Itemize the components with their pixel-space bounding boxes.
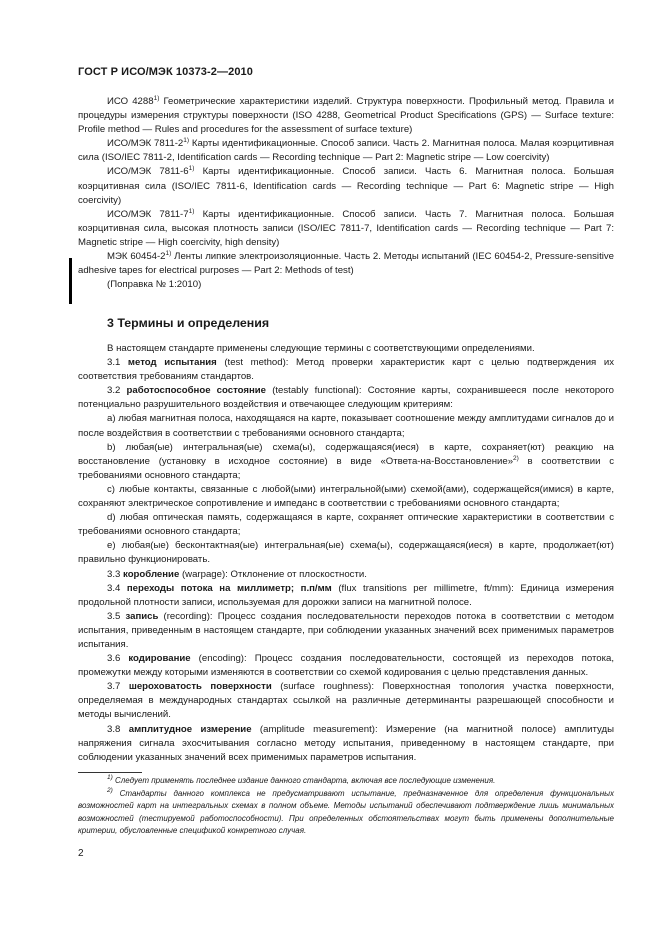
definition-3-4: 3.4 переходы потока на миллиметр; п.п/мм (flux transitions per millimetre, ft/mm): Единица измерения продольной плотности записи, используемая для дорожки записи на магнитной полосе. (78, 582, 614, 608)
definition-3-1: 3.1 метод испытания (test method): Метод проверки характеристик карт с целью подтверждения их соответствия требованиям стандартов. (78, 357, 614, 383)
definition-3-5: 3.5 запись (recording): Процесс создания последовательности переходов потока в соответствии с методом испытания, приведенным в настоящем стандарте, при соблюдении указанных значений всех применимых параметров испытания. (78, 610, 614, 650)
criterion-b: b) любая(ые) интегральная(ые) схема(ы), содержащаяся(иеся) в карте, сохраняет(ют) реакцию на восстановление (установку в исходное состояние) в виде «Ответа-на-Восстановление»$^{2)}$ в соответствии с требованиями основного стандарта; (78, 441, 614, 481)
definition-3-8: 3.8 амплитудное измерение (amplitude measurement): Измерение (на магнитной полосе) амплитуды напряжения сигнала эхосчитывания согласно методу испытания, приведенному в настоящем стандарте, при соблюдении указанных значений всех применимых параметров испытания. (78, 723, 614, 763)
change-margin-bar (69, 258, 72, 304)
page-number: 2 (78, 848, 84, 859)
footnotes (78, 775, 614, 838)
reference-item: МЭК 60454-2$^{1)}$ Ленты липкие электроизоляционные. Часть 2. Методы испытаний (IEC 60454-2, Pressure-sensitive adhesive tapes for electrical purposes — Part 2: Methods of test) (78, 250, 614, 277)
reference-item: ИСО/МЭК 7811-7$^{1)}$ Карты идентификационные. Способ записи. Часть 7. Магнитная полоса. Большая коэрцитивная сила, высокая плотность записи (ISO/IEC 7811-7, Identification cards — Recording technique — Part 7: Magnetic stripe — High coercivity, high density) (78, 207, 615, 248)
normative-references (78, 95, 614, 292)
section-title: 3 Термины и определения (107, 316, 270, 330)
reference-item: ИСО 4288$^{1)}$ Геометрические характеристики изделий. Структура поверхности. Профильный метод. Правила и процедуры измерения структуры поверхности (ISO 4288, Geometrical Product Specifications (GPS) — Surface texture: Profile method — Rules and procedures for the assessment of surface texture) (78, 95, 614, 136)
definition-3-3: 3.3 коробление (warpage): Отклонение от плоскостности. (107, 568, 367, 580)
document-header: ГОСТ Р ИСО/МЭК 10373-2—2010 (78, 66, 253, 78)
definition-3-7: 3.7 шероховатость поверхности (surface roughness): Поверхностная топология участка поверхности, определяемая в международных стандартах ссылкой на различные детерминанты разрешающей способности и методы вычислений. (78, 681, 614, 721)
criterion-a: а) любая магнитная полоса, находящаяся на карте, показывает соотношение между амплитудами сигналов до и после воздействия в соответствии с требованиями основного стандарта; (78, 413, 614, 439)
definitions (78, 342, 614, 765)
amendment-note: (Поправка № 1:2010) (107, 279, 202, 291)
criterion-e: е) любая(ые) бесконтактная(ые) интегральная(ые) схема(ы), содержащаяся(иеся) в карте, продолжает(ют) правильно функционировать. (78, 540, 614, 566)
reference-item: ИСО/МЭК 7811-6$^{1)}$ Карты идентификационные. Способ записи. Часть 6. Магнитная полоса. Большая коэрцитивная сила (ISO/IEC 7811-6, Identification cards — Recording technique — Part 6: Magnetic stripe — High coercivity) (78, 165, 615, 206)
definitions-intro: В настоящем стандарте применены следующие термины с соответствующими определениями. (107, 343, 535, 354)
footnote-divider (78, 772, 142, 773)
reference-item: ИСО/МЭК 7811-2$^{1)}$ Карты идентификационные. Способ записи. Часть 2. Магнитная полоса. Малая коэрцитивная сила (ISO/IEC 7811-2, Identification cards — Recording technique — Part 2: Magnetic stripe — Low coercivity) (78, 137, 614, 164)
footnote-2: $^{2)}$ Стандарты данного комплекса не предусматривают испытание, предназначенное для определения функциональных возможностей карт на интегральных схемах в полном объеме. Методы испытаний обеспечивают подтверждение лишь минимальных возможностей (тестируемой работоспособности). При определенных обстоятельствах могут быть применены дополнительные критерии, обусловленные спецификой конкретного случая. (78, 786, 614, 836)
definition-3-2: 3.2 работоспособное состояние (testably functional): Состояние карты, сохранившееся после некоторого потенциально разрушительного воздействия и отвечающее следующим критериям: (78, 385, 614, 411)
definition-3-6: 3.6 кодирование (encoding): Процесс создания последовательности, состоящей из переходов потока, промежутки между которыми изменяются в соответствии со схемой кодирования с целью представления данных. (78, 653, 614, 679)
criterion-d: d) любая оптическая память, содержащаяся в карте, сохраняет оптические характеристики в соответствии с требованиями основного стандарта; (78, 512, 614, 538)
footnote-1: $^{1)}$ Следует применять последнее издание данного стандарта, включая все последующие изменения. (107, 774, 496, 785)
criterion-c: с) любые контакты, связанные с любой(ыми) интегральной(ыми) схемой(ами), содержащейся(имися) в карте, сохраняют электрическое сопротивление и импеданс в соответствии с требованиями основного стандарта; (78, 483, 614, 510)
